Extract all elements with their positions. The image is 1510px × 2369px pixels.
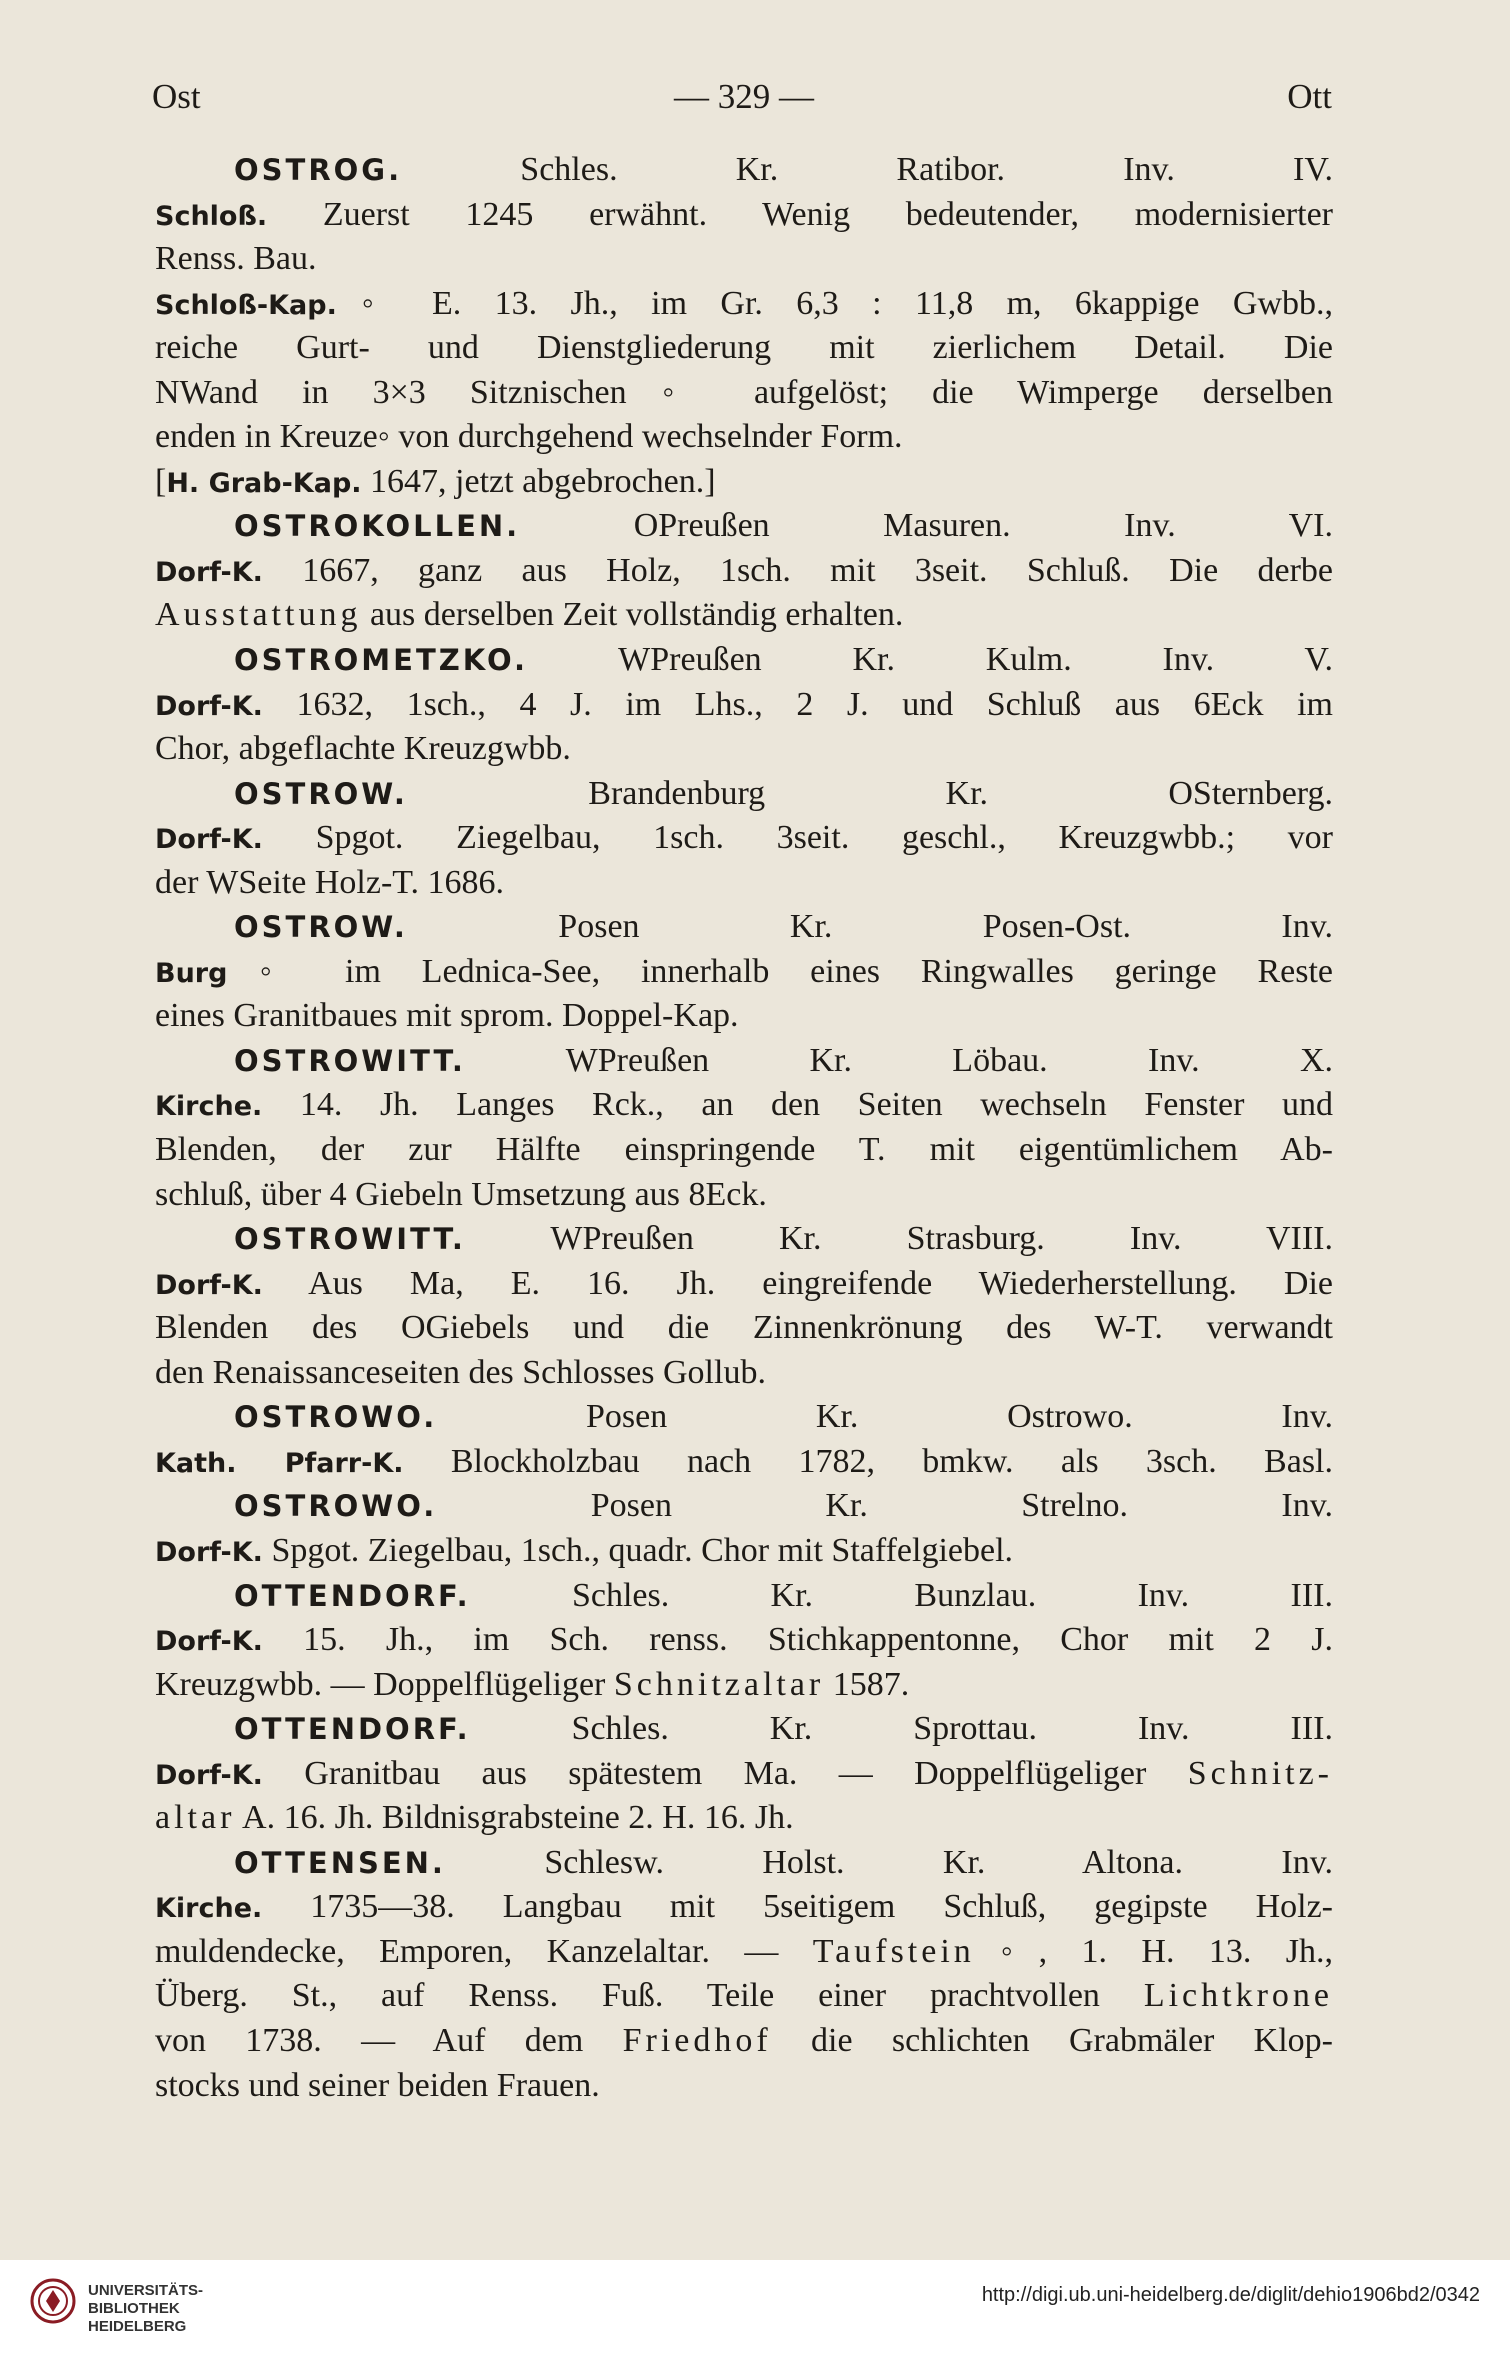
building-keyword: H. Grab-Kap. xyxy=(166,467,362,499)
text-segment: OPreußen Masuren. Inv. VI. xyxy=(520,507,1333,545)
text-line xyxy=(155,148,1333,193)
text-line xyxy=(155,504,1333,549)
place-heading: OSTROWITT. xyxy=(234,1222,466,1257)
text-segment: Brandenburg Kr. OSternberg. xyxy=(407,774,1333,812)
building-keyword: Schloß-Kap. xyxy=(155,289,337,321)
page-number: — 329 — xyxy=(673,77,814,116)
text-segment: Friedhof xyxy=(622,2021,772,2059)
text-line xyxy=(155,1217,1333,1262)
text-segment: Schles. Kr. Ratibor. Inv. IV. xyxy=(402,151,1333,188)
running-header xyxy=(152,72,1332,122)
text-segment: muldendecke, Emporen, Kanzelaltar. — xyxy=(155,1932,813,1970)
text-segment: Schles. Kr. Bunzlau. Inv. III. xyxy=(470,1576,1333,1614)
text-segment: Zuerst 1245 erwähnt. Wenig bedeutender, modernisierter xyxy=(267,195,1333,233)
text-line xyxy=(155,282,1333,327)
place-heading: OSTROW. xyxy=(234,910,408,945)
place-heading: OTTENDORF. xyxy=(234,1578,471,1613)
text-line xyxy=(155,549,1333,594)
text-line xyxy=(155,1574,1333,1619)
text-line xyxy=(155,950,1333,995)
place-heading: OSTROG. xyxy=(234,153,403,187)
text-line xyxy=(155,994,1333,1039)
text-segment: 1647, jetzt abgebrochen.] xyxy=(361,462,716,500)
place-heading: OSTROMETZKO. xyxy=(234,643,528,678)
text-segment: Blockholzbau nach 1782, bmkw. als 3sch. Basl. xyxy=(403,1442,1333,1480)
text-line xyxy=(155,1796,1333,1841)
text-segment: Blenden des OGiebels und die Zinnenkrönung des W-T. verwandt xyxy=(155,1309,1333,1347)
text-segment: WPreußen Kr. Kulm. Inv. V. xyxy=(527,641,1333,679)
text-line xyxy=(155,1663,1333,1708)
building-keyword: Kirche. xyxy=(155,1091,263,1123)
text-segment: Blenden, der zur Hälfte einspringende T. mit eigentümlichem Ab- xyxy=(155,1131,1333,1169)
place-heading: OSTROW. xyxy=(234,776,408,811)
text-segment: Aus Ma, E. 16. Jh. eingreifende Wiederherstellung. Die xyxy=(262,1264,1333,1302)
text-segment: aus derselben Zeit vollständig erhalten. xyxy=(361,596,904,634)
text-segment: Kreuzgwbb. — Doppelflügeliger xyxy=(155,1665,614,1703)
text-line xyxy=(155,1841,1333,1886)
text-segment: Posen Kr. Strelno. Inv. xyxy=(437,1487,1333,1525)
text-segment: 1735—38. Langbau mit 5seitigem Schluß, gegipste Holz- xyxy=(262,1888,1333,1926)
text-line xyxy=(155,1173,1333,1218)
text-segment: Schnitz- xyxy=(1187,1754,1333,1792)
text-segment: Spgot. Ziegelbau, 1sch. 3seit. geschl., Kreuzgwbb.; vor xyxy=(262,819,1333,857)
building-keyword: Dorf-K. xyxy=(155,1626,263,1658)
text-line xyxy=(155,1707,1333,1752)
entry-text xyxy=(155,148,1333,2108)
source-url[interactable]: http://digi.ub.uni-heidelberg.de/diglit/dehio1906bd2/0342 xyxy=(981,2284,1480,2306)
text-segment: Taufstein xyxy=(812,1932,975,1970)
text-segment: Überg. St., auf Renss. Fuß. Teile einer prachtvollen xyxy=(155,1977,1144,2015)
text-line xyxy=(155,816,1333,861)
building-keyword: Dorf-K. xyxy=(155,690,263,722)
place-heading: OSTROWO. xyxy=(234,1400,438,1435)
building-keyword: Dorf-K. xyxy=(155,1759,263,1791)
place-heading: OTTENSEN. xyxy=(234,1845,446,1880)
footer-bar xyxy=(0,2260,1510,2369)
text-line xyxy=(155,683,1333,728)
text-line xyxy=(155,1395,1333,1440)
text-line xyxy=(155,727,1333,772)
text-segment: 14. Jh. Langes Rck., an den Seiten wechseln Fenster und xyxy=(262,1086,1333,1124)
text-segment: Chor, abgeflachte Kreuzgwbb. xyxy=(155,730,571,768)
text-segment: Spgot. Ziegelbau, 1sch., quadr. Chor mit Staffelgiebel. xyxy=(262,1531,1014,1569)
text-line xyxy=(155,2019,1333,2064)
text-segment: 1667, ganz aus Holz, 1sch. mit 3seit. Schluß. Die derbe xyxy=(262,551,1333,589)
building-keyword: Schloß. xyxy=(155,200,268,232)
text-line xyxy=(155,1440,1333,1485)
text-segment: 15. Jh., im Sch. renss. Stichkappentonne, Chor mit 2 J. xyxy=(262,1621,1333,1659)
text-segment: schluß, über 4 Giebeln Umsetzung aus 8Eck. xyxy=(155,1175,767,1213)
text-segment: den Renaissanceseiten des Schlosses Gollub. xyxy=(155,1353,766,1391)
text-segment: von 1738. — Auf dem xyxy=(155,2021,623,2059)
text-segment: WPreußen Kr. Strasburg. Inv. VIII. xyxy=(465,1220,1333,1258)
text-line xyxy=(155,2064,1333,2109)
text-segment: Schles. Kr. Sprottau. Inv. III. xyxy=(470,1710,1333,1748)
text-segment: altar xyxy=(155,1799,236,1837)
text-line xyxy=(155,1262,1333,1307)
text-segment: Schnitzaltar xyxy=(613,1665,825,1703)
text-line xyxy=(155,905,1333,950)
text-segment: NWand in 3×3 Sitznischen◦ aufgelöst; die Wimperge derselben xyxy=(155,373,1333,411)
text-segment: ◦ im Lednica-See, innerhalb eines Ringwalles geringe Reste xyxy=(227,952,1333,990)
text-line xyxy=(155,193,1333,238)
text-line xyxy=(155,1039,1333,1084)
text-line xyxy=(155,1885,1333,1930)
library-name: UNIVERSITÄTS- BIBLIOTHEK HEIDELBERG xyxy=(88,2282,204,2335)
text-segment: 1587. xyxy=(824,1665,910,1703)
place-heading: OSTROWITT. xyxy=(234,1043,466,1078)
text-line xyxy=(155,1306,1333,1351)
building-keyword: Kirche. xyxy=(155,1893,263,1925)
building-keyword: Dorf-K. xyxy=(155,1269,263,1301)
header-left: Ost xyxy=(152,77,201,116)
text-segment: Granitbau aus spätestem Ma. — Doppelflügeliger xyxy=(262,1754,1188,1792)
text-line xyxy=(155,861,1333,906)
text-segment: der WSeite Holz-T. 1686. xyxy=(155,863,505,901)
text-line xyxy=(155,593,1333,638)
text-segment: eines Granitbaues mit sprom. Doppel-Kap. xyxy=(155,997,739,1035)
building-keyword: Burg xyxy=(155,957,228,989)
text-line xyxy=(155,1974,1333,2019)
text-line xyxy=(155,326,1333,371)
header-right: Ott xyxy=(1287,77,1332,116)
text-line xyxy=(155,237,1333,282)
text-segment: ◦, 1. H. 13. Jh., xyxy=(974,1932,1333,1970)
text-line xyxy=(155,460,1333,505)
building-keyword: Dorf-K. xyxy=(155,824,263,856)
text-line xyxy=(155,1618,1333,1663)
text-segment: A. 16. Jh. Bildnisgrabsteine 2. H. 16. Jh. xyxy=(235,1799,794,1837)
text-segment: Posen Kr. Ostrowo. Inv. xyxy=(437,1398,1333,1436)
university-seal-icon xyxy=(30,2278,76,2324)
text-segment: Schlesw. Holst. Kr. Altona. Inv. xyxy=(445,1843,1333,1881)
building-keyword: Kath. Pfarr-K. xyxy=(155,1447,404,1479)
place-heading: OTTENDORF. xyxy=(234,1712,471,1747)
text-line xyxy=(155,1529,1333,1574)
text-line xyxy=(155,772,1333,817)
text-line xyxy=(155,371,1333,416)
text-line xyxy=(155,415,1333,460)
building-keyword: Dorf-K. xyxy=(155,556,263,588)
text-segment: ◦ E. 13. Jh., im Gr. 6,3 : 11,8 m, 6kappige Gwbb., xyxy=(336,284,1333,322)
text-line xyxy=(155,638,1333,683)
place-heading: OSTROWO. xyxy=(234,1489,438,1524)
text-line xyxy=(155,1930,1333,1975)
text-segment: die schlichten Grabmäler Klop- xyxy=(771,2021,1333,2059)
text-line xyxy=(155,1484,1333,1529)
text-segment: Lichtkrone xyxy=(1143,1977,1333,2015)
text-line xyxy=(155,1752,1333,1797)
text-segment: WPreußen Kr. Löbau. Inv. X. xyxy=(465,1041,1333,1079)
text-segment: Renss. Bau. xyxy=(155,240,317,278)
text-segment: [ xyxy=(155,462,167,500)
place-heading: OSTROKOLLEN. xyxy=(234,509,521,544)
text-segment: Posen Kr. Posen-Ost. Inv. xyxy=(407,908,1333,946)
text-segment: reiche Gurt- und Dienstgliederung mit zierlichem Detail. Die xyxy=(155,329,1333,367)
text-segment: 1632, 1sch., 4 J. im Lhs., 2 J. und Schluß aus 6Eck im xyxy=(262,685,1333,723)
text-line xyxy=(155,1128,1333,1173)
text-segment: stocks und seiner beiden Frauen. xyxy=(155,2066,600,2104)
text-segment: Ausstattung xyxy=(155,596,362,634)
text-line xyxy=(155,1083,1333,1128)
building-keyword: Dorf-K. xyxy=(155,1536,263,1568)
text-segment: enden in Kreuze◦ von durchgehend wechselnder Form. xyxy=(155,418,903,456)
text-line xyxy=(155,1351,1333,1396)
